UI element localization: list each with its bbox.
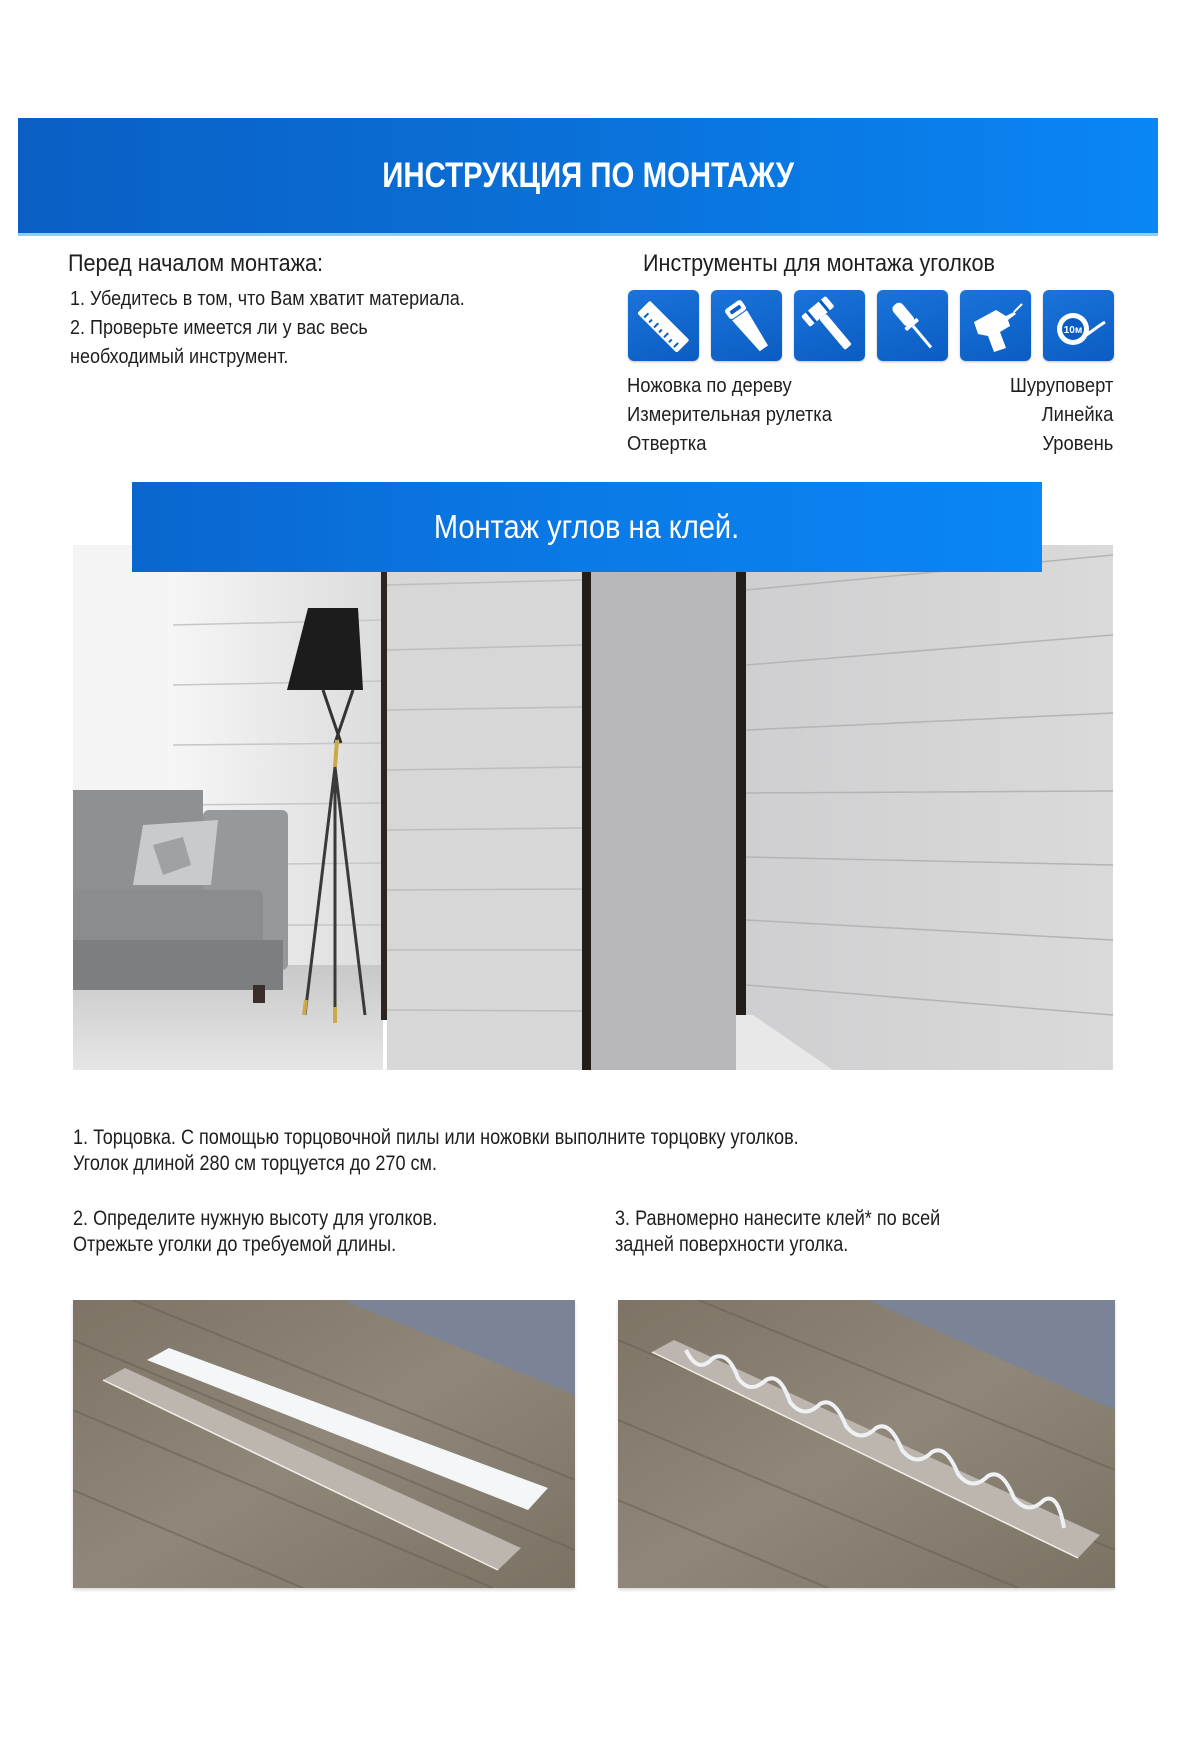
tape-measure-label: 10м [1063, 324, 1082, 336]
step-3-line: 3. Равномерно нанесите клей* по всей [615, 1207, 941, 1230]
corner-profile [381, 545, 387, 1020]
tool-name: Ножовка по дереву [627, 375, 792, 397]
step-2 [73, 1206, 437, 1258]
saw-icon [711, 290, 782, 361]
before-install-list [70, 285, 646, 372]
tools-names-left [627, 372, 832, 459]
glue-applied-photo [618, 1300, 1115, 1588]
tool-name: Шуруповерт [1009, 375, 1113, 397]
before-install-heading: Перед началом монтажа: [68, 250, 324, 277]
hammer-icon [794, 290, 865, 361]
step-2-line: 2. Определите нужную высоту для уголков. [73, 1207, 438, 1230]
tool-name: Измерительная рулетка [627, 404, 832, 426]
tools-names-right [1010, 372, 1113, 459]
drill-icon [960, 290, 1031, 361]
step-3 [615, 1206, 940, 1258]
sofa [73, 790, 288, 1003]
ruler-icon [628, 290, 699, 361]
before-install-item: необходимый инструмент. [70, 346, 289, 368]
corner-profile [736, 545, 746, 1015]
section-banner [132, 482, 1042, 572]
corner-profile [582, 545, 591, 1070]
step-1-line: 1. Торцовка. С помощью торцовочной пилы или ножовки выполните торцовку уголков. [73, 1126, 799, 1149]
step-1 [73, 1125, 799, 1177]
tool-name: Линейка [1041, 404, 1113, 426]
tape-measure-icon [1043, 290, 1114, 361]
step-2-line: Отрежьте уголки до требуемой длины. [73, 1233, 397, 1256]
step-1-line: Уголок длиной 280 см торцуется до 270 см. [73, 1152, 437, 1175]
page-title: ИНСТРУКЦИЯ ПО МОНТАЖУ [382, 155, 794, 195]
before-install-item: 1. Убедитесь в том, что Вам хватит материала. [70, 288, 465, 310]
screwdriver-icon [877, 290, 948, 361]
section-title: Монтаж углов на клей. [434, 508, 740, 545]
cut-profiles-photo [73, 1300, 575, 1588]
tools-icon-row [628, 290, 1114, 361]
column [591, 545, 736, 1070]
room-photo [73, 545, 1113, 1070]
step-3-line: задней поверхности уголка. [615, 1233, 849, 1256]
top-banner [18, 118, 1158, 236]
before-install-item: 2. Проверьте имеется ли у вас весь [70, 317, 368, 339]
tool-name: Уровень [1042, 433, 1113, 455]
tool-name: Отвертка [627, 433, 707, 455]
tools-heading: Инструменты для монтажа уголков [643, 250, 996, 277]
